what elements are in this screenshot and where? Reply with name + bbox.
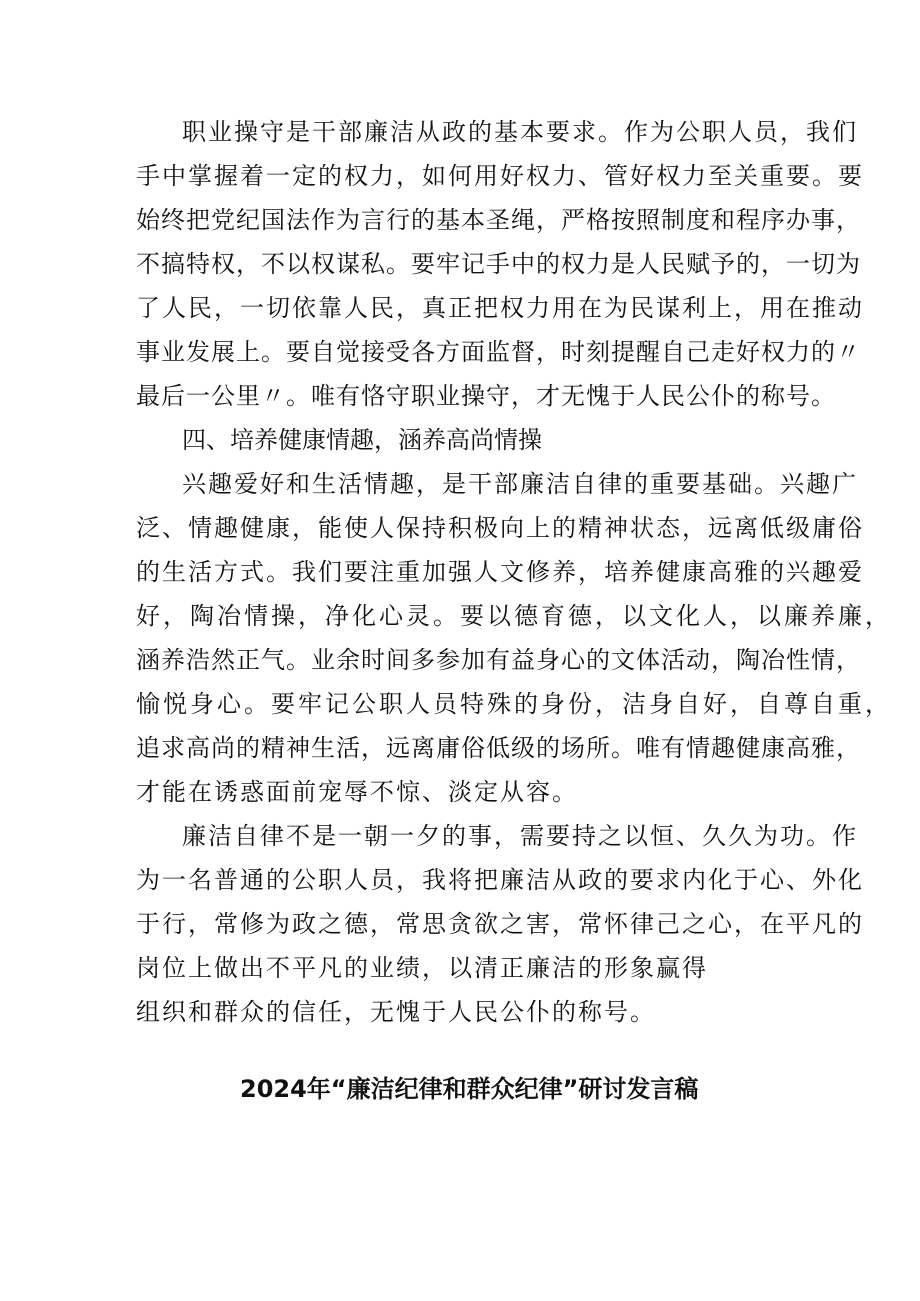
paragraph-1-line-4: 不搞特权，不以权谋私。要牢记手中的权力是人民赋予的，一切为 — [136, 250, 861, 278]
paragraph-3-line-5: 组织和群众的信任，无愧于人民公仆的称号。 — [136, 998, 656, 1026]
paragraph-1-line-1: 职业操守是干部廉洁从政的基本要求。作为公职人员，我们 — [182, 118, 858, 146]
paragraph-1-line-2: 手中掌握着一定的权力，如何用好权力、管好权力至关重要。要 — [136, 162, 864, 190]
paragraph-2-line-3: 的生活方式。我们要注重加强人文修养，培养健康高雅的兴趣爱 — [136, 558, 864, 586]
paragraph-2-line-8: 才能在诱惑面前宠辱不惊、淡定从容。 — [136, 778, 578, 806]
paragraph-2-line-5: 涵养浩然正气。业余时间多参加有益身心的文体活动，陶冶性情， — [136, 646, 861, 674]
paragraph-1-line-7: 最后一公里〃。唯有恪守职业操守，才无愧于人民公仆的称号。 — [136, 382, 836, 410]
paragraph-3-line-3: 于行，常修为政之德，常思贪欲之害，常怀律己之心，在平凡的 — [136, 910, 864, 938]
paragraph-3-line-2: 为一名普通的公职人员，我将把廉洁从政的要求内化于心、外化 — [136, 866, 864, 894]
paragraph-2-line-6: 愉悦身心。要牢记公职人员特殊的身份，洁身自好，自尊自重， — [136, 690, 892, 718]
paragraph-2-line-2: 泛、情趣健康，能使人保持积极向上的精神状态，远离低级庸俗 — [136, 514, 864, 542]
paragraph-1-line-5: 了人民，一切依靠人民，真正把权力用在为民谋利上，用在推动 — [136, 294, 864, 322]
paragraph-3-line-4: 岗位上做出不平凡的业绩，以清正廉洁的形象赢得 — [136, 954, 708, 982]
section-heading: 四、培养健康情趣，涵养高尚情操 — [182, 426, 542, 454]
paragraph-1-line-6: 事业发展上。要自觉接受各方面监督，时刻提醒自己走好权力的〃 — [136, 338, 861, 366]
paragraph-2-line-1: 兴趣爱好和生活情趣，是干部廉洁自律的重要基础。兴趣广 — [182, 470, 858, 498]
paragraph-2-line-4: 好，陶冶情操，净化心灵。要以德育德，以文化人，以廉养廉， — [136, 602, 892, 630]
document-title: 2024年“廉洁纪律和群众纪律”研讨发言稿 — [240, 1075, 699, 1103]
paragraph-1-line-3: 始终把党纪国法作为言行的基本圣绳，严格按照制度和程序办事， — [136, 206, 861, 234]
paragraph-2-line-7: 追求高尚的精神生活，远离庸俗低级的场所。唯有情趣健康高雅， — [136, 734, 861, 762]
paragraph-3-line-1: 廉洁自律不是一朝一夕的事，需要持之以恒、久久为功。作 — [182, 822, 858, 850]
